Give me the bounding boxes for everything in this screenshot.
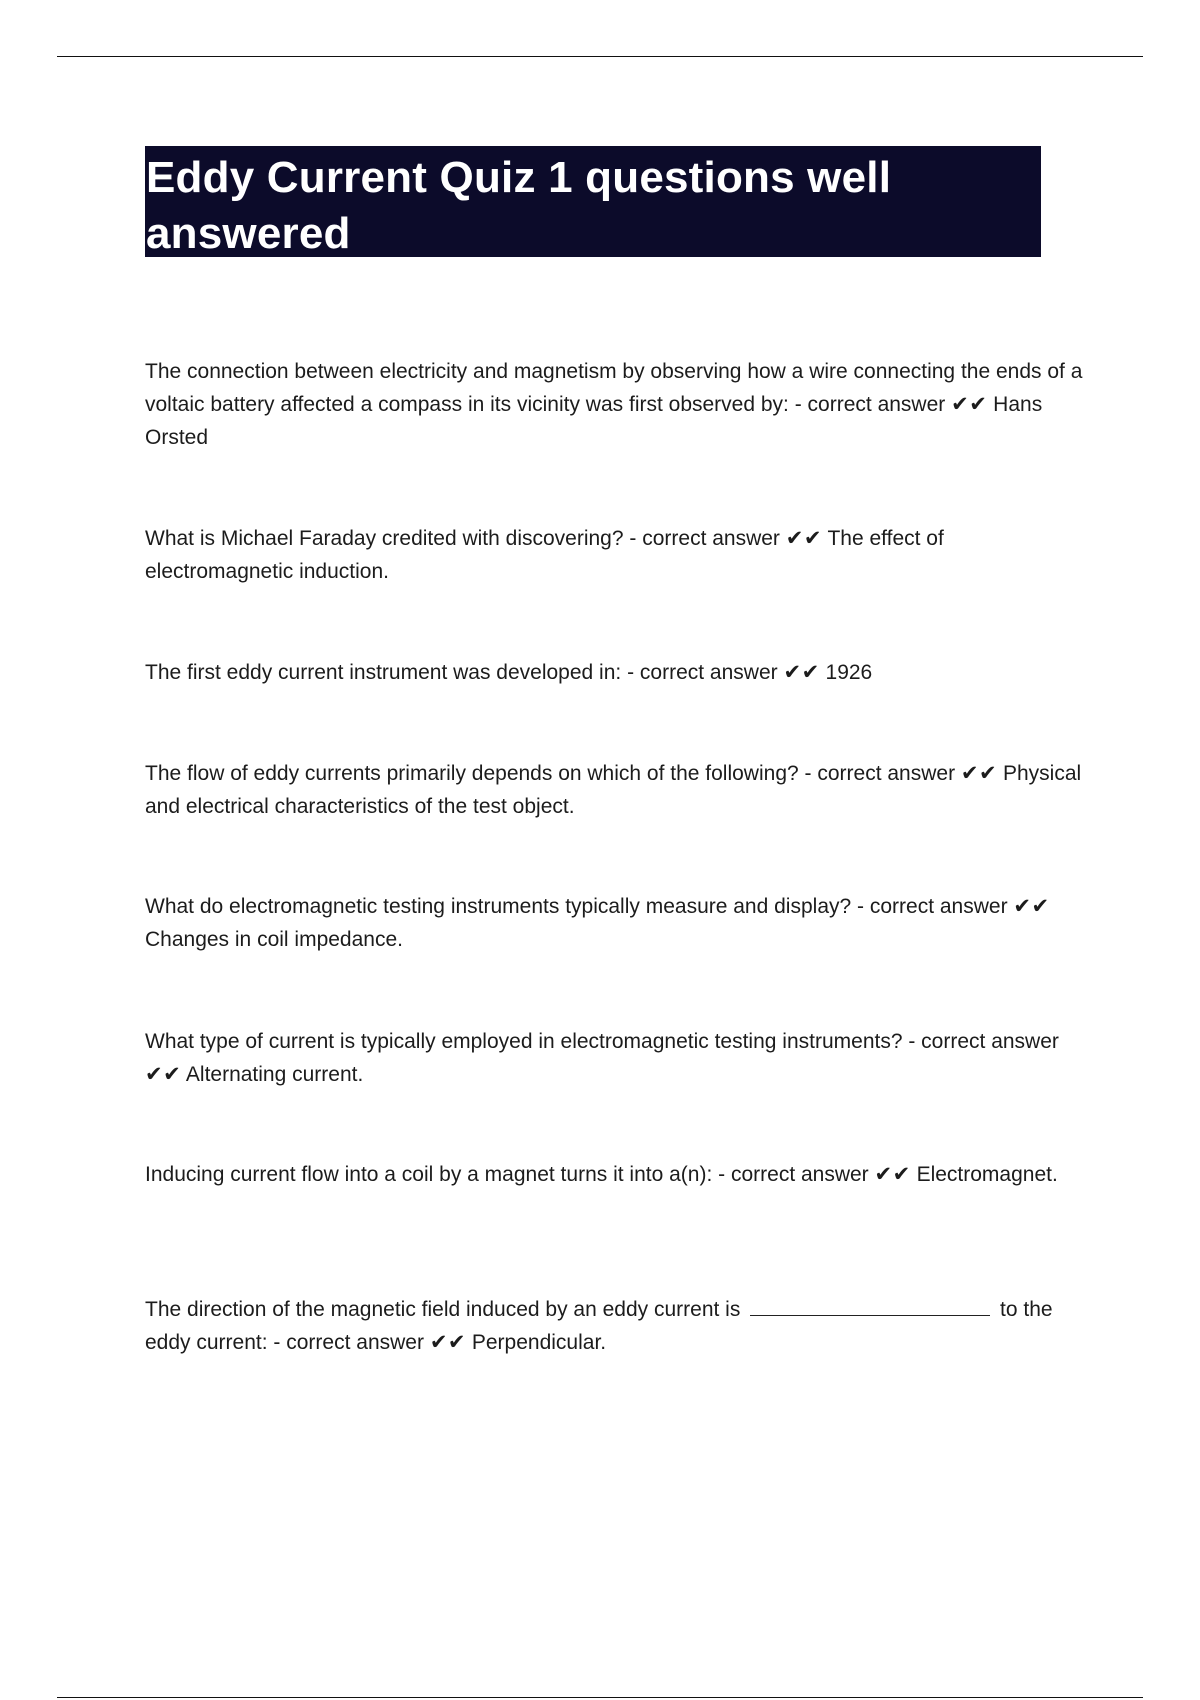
document-title: Eddy Current Quiz 1 questions well answered: [146, 153, 892, 258]
qa-item: [145, 1293, 1095, 1359]
qa-item: [145, 656, 1095, 689]
answer-prefix: - correct answer: [629, 527, 780, 550]
check-marks-icon: ✔✔: [785, 527, 822, 550]
check-marks-icon: ✔✔: [145, 1063, 182, 1086]
qa-item: [145, 757, 1095, 823]
answer-prefix: - correct answer: [273, 1331, 424, 1354]
check-marks-icon: ✔✔: [960, 762, 998, 785]
answer-prefix: - correct answer: [627, 661, 778, 684]
check-marks-icon: ✔✔: [1013, 895, 1050, 918]
answer-text: Electromagnet.: [916, 1163, 1058, 1186]
check-marks-icon: ✔✔: [874, 1163, 911, 1186]
bottom-rule: [57, 1697, 1143, 1698]
question-text: Inducing current flow into a coil by a magnet turns it into a(n):: [145, 1163, 713, 1186]
question-text: What do electromagnetic testing instruments typically measure and display?: [145, 895, 852, 918]
answer-text: Perpendicular.: [471, 1331, 607, 1354]
answer-prefix: - correct answer: [804, 762, 956, 785]
answer-prefix: - correct answer: [718, 1163, 869, 1186]
question-text-continued: to the eddy current:: [145, 1298, 1053, 1354]
question-text: The first eddy current instrument was developed in:: [145, 661, 622, 684]
question-text: The direction of the magnetic field induced by an eddy current is: [145, 1298, 741, 1321]
answer-prefix: - correct answer: [794, 393, 946, 416]
answer-text: 1926: [825, 661, 873, 684]
question-text: What is Michael Faraday credited with discovering?: [145, 527, 624, 550]
answer-text: Alternating current.: [185, 1063, 364, 1086]
check-marks-icon: ✔✔: [429, 1331, 467, 1354]
answer-prefix: - correct answer: [857, 895, 1008, 918]
answer-text: Changes in coil impedance.: [145, 928, 403, 951]
answer-text: The effect of electromagnetic induction.: [145, 527, 944, 583]
qa-item: [145, 890, 1095, 956]
qa-item: [145, 1025, 1095, 1091]
answer-text: Hans Orsted: [145, 393, 1043, 449]
check-marks-icon: ✔✔: [951, 393, 988, 416]
qa-item: [145, 355, 1095, 454]
check-marks-icon: ✔✔: [783, 661, 820, 684]
question-text: What type of current is typically employed in electromagnetic testing instruments?: [145, 1030, 903, 1053]
fill-in-blank: [750, 1297, 990, 1316]
qa-item: [145, 522, 1095, 588]
question-text: The flow of eddy currents primarily depends on which of the following?: [145, 762, 799, 785]
question-text: The connection between electricity and magnetism by observing how a wire connecting the ends of a voltaic battery affected a compass in its vicinity was first observed by:: [145, 360, 1083, 416]
answer-text: Physical and electrical characteristics of the test object.: [145, 762, 1082, 818]
qa-item: [145, 1158, 1095, 1191]
answer-prefix: - correct answer: [908, 1030, 1059, 1053]
title-banner: [145, 146, 1041, 257]
top-rule: [57, 56, 1143, 57]
